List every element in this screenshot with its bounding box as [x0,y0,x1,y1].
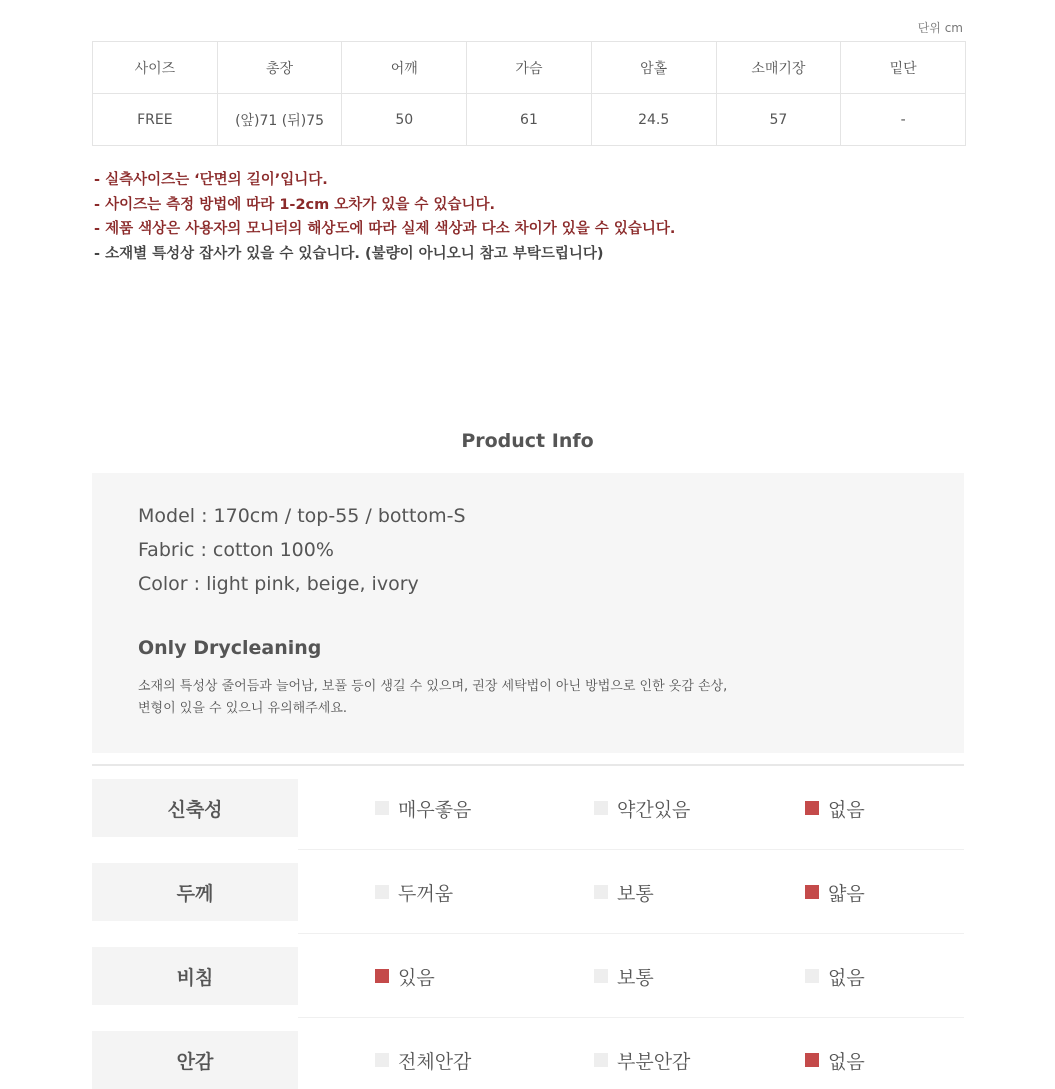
row-separator [298,1017,964,1018]
checked-box-icon [805,885,819,899]
fabric-info: Fabric : cotton 100% [138,539,334,561]
attribute-option [805,947,865,1005]
size-table-header-row [93,42,966,94]
attribute-option [375,779,471,837]
hem-cell: - [841,94,966,146]
attribute-option [805,863,865,921]
attribute-option [375,1031,471,1089]
attribute-option-label: 매우좋음 [398,798,472,821]
shoulder-header: 어깨 [342,42,467,94]
attribute-name: 안감 [92,1031,298,1089]
attribute-option [594,947,654,1005]
attribute-option-label: 없음 [828,1050,865,1073]
attribute-option-label: 얇음 [828,882,865,905]
attribute-row [92,779,964,837]
note-item: - 소재별 특성상 잡사가 있을 수 있습니다. (불량이 아니오니 참고 부탁드립니다) [94,245,604,262]
attribute-name: 비침 [92,947,298,1005]
checked-box-icon [805,1053,819,1067]
armhole-cell: 24.5 [591,94,716,146]
attribute-option-label: 두꺼움 [398,882,454,905]
model-info: Model : 170cm / top-55 / bottom-S [138,505,466,527]
attribute-row [92,947,964,1005]
attribute-option-label: 약간있음 [617,798,691,821]
attribute-option [594,779,690,837]
unchecked-box-icon [594,885,608,899]
chest-cell: 61 [467,94,592,146]
armhole-header: 암홀 [591,42,716,94]
chest-header: 가슴 [467,42,592,94]
note-item: - 제품 색상은 사용자의 모니터의 해상도에 따라 실제 색상과 다소 차이가 있을 수 있습니다. [94,221,676,237]
unchecked-box-icon [375,1053,389,1067]
total-length-cell: (앞)71 (뒤)75 [217,94,342,146]
attribute-option-label: 보통 [617,966,654,989]
care-text-line: 변형이 있을 수 있으니 유의해주세요. [138,701,348,716]
attribute-option-label: 없음 [828,798,865,821]
table-row [93,94,966,146]
product-info-box [92,473,964,753]
attribute-option-label: 없음 [828,966,865,989]
unchecked-box-icon [594,1053,608,1067]
unchecked-box-icon [594,969,608,983]
attribute-name: 두께 [92,863,298,921]
attribute-option [594,863,654,921]
attribute-option-label: 보통 [617,882,654,905]
care-title: Only Drycleaning [138,637,322,659]
unit-label: 단위 cm [917,21,963,35]
attribute-option [594,1031,690,1089]
attribute-name: 신축성 [92,779,298,837]
size-cell: FREE [93,94,218,146]
checked-box-icon [805,801,819,815]
total-length-header: 총장 [217,42,342,94]
note-item: - 사이즈는 측정 방법에 따라 1-2cm 오차가 있을 수 있습니다. [94,196,496,213]
size-header: 사이즈 [93,42,218,94]
section-divider [92,764,964,766]
product-info-title: Product Info [461,430,594,452]
care-text [138,676,727,720]
attribute-option-label: 전체안감 [398,1050,472,1073]
hem-header: 밑단 [841,42,966,94]
size-notes [94,168,675,266]
color-info: Color : light pink, beige, ivory [138,573,419,595]
size-table [92,41,966,146]
care-text-line: 소재의 특성상 줄어듬과 늘어남, 보풀 등이 생길 수 있으며, 권장 세탁법이 아닌 방법으로 인한 옷감 손상, [138,679,728,694]
shoulder-cell: 50 [342,94,467,146]
attribute-option-label: 부분안감 [617,1050,691,1073]
row-separator [298,933,964,934]
attribute-option-label: 있음 [398,966,435,989]
attribute-option [375,947,435,1005]
sleeve-length-header: 소매기장 [716,42,841,94]
unchecked-box-icon [375,801,389,815]
unchecked-box-icon [805,969,819,983]
attribute-option [805,779,865,837]
checked-box-icon [375,969,389,983]
note-item: - 실측사이즈는 ‘단면의 길이’입니다. [94,172,328,188]
attribute-option [375,863,453,921]
unchecked-box-icon [594,801,608,815]
row-separator [298,849,964,850]
attribute-row [92,1031,964,1089]
attribute-option [805,1031,865,1089]
sleeve-length-cell: 57 [716,94,841,146]
unchecked-box-icon [375,885,389,899]
attribute-row [92,863,964,921]
